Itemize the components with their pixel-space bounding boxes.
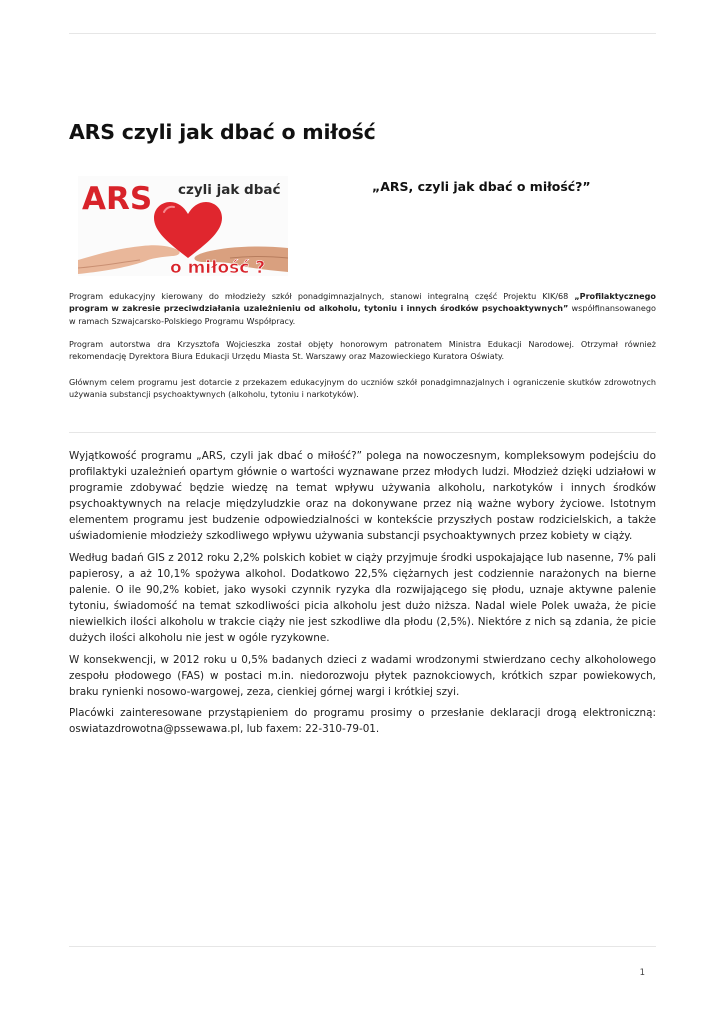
ars-banner-image	[78, 176, 288, 276]
bottom-divider	[69, 946, 656, 947]
top-divider	[69, 33, 656, 34]
intro-paragraph-3: Głównym celem programu jest dotarcie z przekazem edukacyjnym do uczniów szkół ponadgimnazjalnych i ograniczenie skutków zdrowotnych używania substancji psychoaktywnych (alkoholu, tytoniu i narkotyków).	[69, 377, 656, 400]
intro-p1-start: Program edukacyjny kierowany do młodzieży szkół ponadgimnazjalnych, stanowi integralną część Projektu KIK/68	[69, 291, 575, 301]
intro-paragraph-2: Program autorstwa dra Krzysztofa Wojcieszka został objęty honorowym patronatem Ministra Edukacji Narodowej. Otrzymał również rekomendację Dyrektora Biura Edukacji Urzędu Miasta St. Warszawy oraz Mazowieckiego Kuratora Oświaty.	[69, 339, 656, 362]
banner-line2-text: o miłość ?	[170, 258, 266, 276]
banner-line1-text: czyli jak dbać	[178, 182, 281, 198]
body-paragraph-4: Placówki zainteresowane przystąpieniem do programu prosimy o przesłanie deklaracji drogą elektroniczną: oswiatazdrowotna@pssewawa.pl, lub faxem: 22-310-79-01.	[69, 707, 656, 735]
page-title: ARS czyli jak dbać o miłość	[69, 120, 376, 144]
body-paragraph-2: Według badań GIS z 2012 roku 2,2% polskich kobiet w ciąży przyjmuje środki uspokajające lub nasenne, 7% pali papierosy, a aż 10,1% spożywa alkohol. Dodatkowo 22,5% ciężarnych jest codziennie narażonych na bierne palenie. O ile 90,2% kobiet, jako wysoki czynnik ryzyka dla rozwijającego się płodu, uznaje aktywne palenie tytoniu, świadomość na temat szkodliwości picia alkoholu jest dużo niższa. Nadal wiele Polek uważa, że picie niewielkich ilości alkoholu w trakcie ciąży nie jest szkodliwe dla płodu (2,5%). Niektóre z nich są zdania, że picie dużych ilości alkoholu nie jest w ogóle ryzykowne.	[69, 552, 656, 644]
intro-paragraph-1	[69, 290, 656, 327]
program-subheading: „ARS, czyli jak dbać o miłość?”	[372, 179, 591, 194]
body-paragraph-1: Wyjątkowość programu „ARS, czyli jak dbać o miłość?” polega na nowoczesnym, kompleksowym podejściu do profilaktyki uzależnień opartym głównie o wartości wyznawane przez młodych ludzi. Młodzież dzięki udziałowi w programie zdobywać będzie wiedzę na temat wpływu używania alkoholu, narkotyków i innych środków psychoaktywnych na relacje międzyludzkie oraz na dokonywane przez nią ważne wybory życiowe. Istotnym elementem programu jest budzenie odpowiedzialności w kontekście przyszłych postaw rodzicielskich, a także uświadomienie młodzieży szkodliwego wpływu używania substancji psychoaktywnych przez kobiety w ciąży.	[69, 450, 656, 542]
intro-p1-bold: „Profilaktycznego program w zakresie przeciwdziałania uzależnieniu od alkoholu, tytoniu i innych środków psychoaktywnych”	[69, 291, 656, 314]
body-paragraph-3: W konsekwencji, w 2012 roku u 0,5% badanych dzieci z wadami wrodzonymi stwierdzano cechy alkoholowego zespołu płodowego (FAS) w postaci m.in. niedorozwoju płytek paznokciowych, krótkich szpar powiekowych, braku rynienki nosowo-wargowej, zeza, cienkiej górnej wargi i krótkiej szyi.	[69, 654, 656, 698]
ars-banner-graphic	[78, 176, 288, 276]
section-divider	[69, 432, 656, 433]
banner-ars-text: ARS	[82, 181, 153, 217]
page-number: 1	[639, 968, 645, 978]
intro-p1-end: współfinansowanego w ramach Szwajcarsko-Polskiego Programu Współpracy.	[69, 303, 656, 326]
